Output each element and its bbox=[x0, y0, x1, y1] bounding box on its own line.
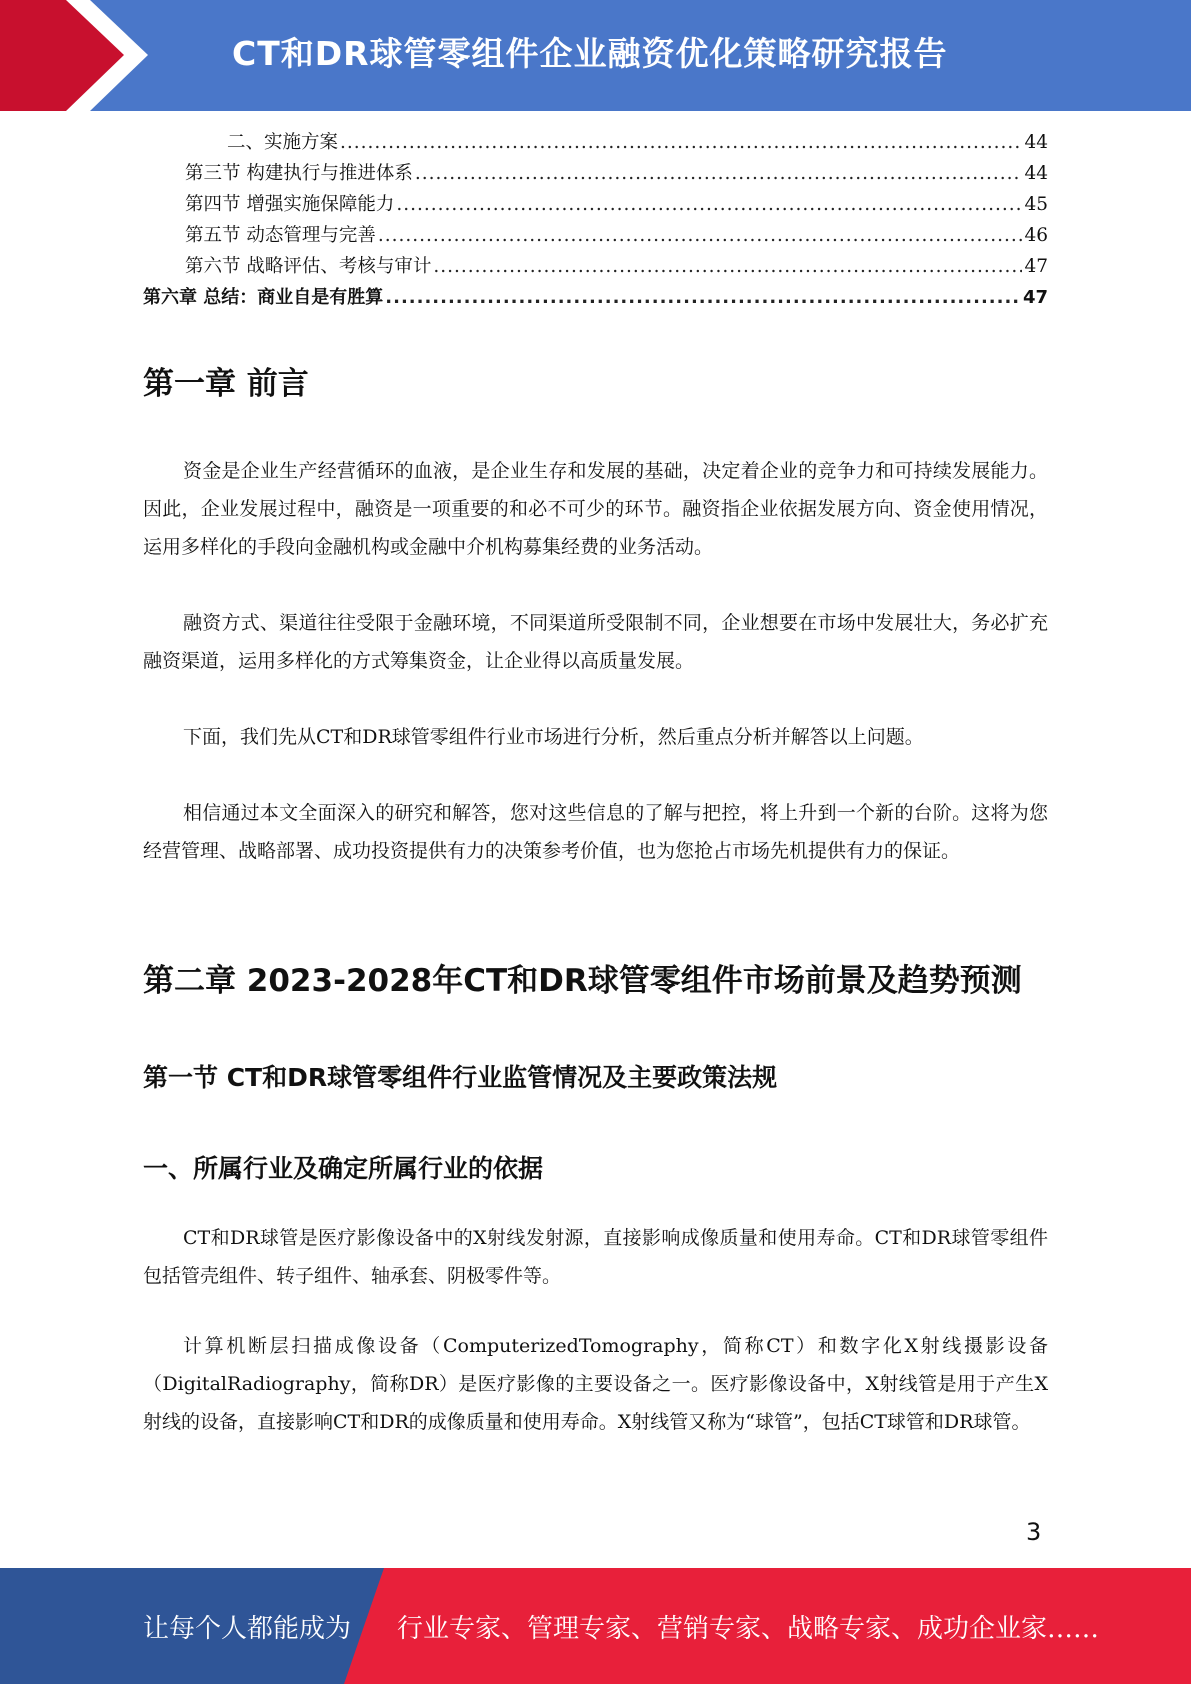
toc-entry-label: 二、实施方案 bbox=[227, 132, 339, 153]
toc-entry-label: 第六章 总结：商业自是有胜算 bbox=[143, 287, 384, 308]
toc-entry-page: 47 bbox=[1022, 287, 1048, 308]
page-footer bbox=[0, 1568, 1191, 1684]
toc-entry-page: 46 bbox=[1024, 225, 1048, 246]
toc-leader-dots bbox=[433, 256, 1022, 277]
chapter-1-paragraph-1: 资金是企业生产经营循环的血液，是企业生存和发展的基础，决定着企业的竞争力和可持续发展能力。因此，企业发展过程中，融资是一项重要的和必不可少的环节。融资指企业依据发展方向、资金使用情况，运用多样化的手段向金融机构或金融中介机构募集经费的业务活动。 bbox=[143, 460, 1048, 558]
toc-leader-dots bbox=[340, 132, 1022, 153]
subsection-1-heading: 一、所属行业及确定所属行业的依据 bbox=[143, 1154, 544, 1183]
toc-entry[interactable] bbox=[143, 128, 1048, 159]
toc-entry-label: 第三节 构建执行与推进体系 bbox=[185, 163, 413, 184]
toc-entry-label: 第六节 战略评估、考核与审计 bbox=[185, 256, 432, 277]
chapter-1-heading: 第一章 前言 bbox=[143, 366, 309, 402]
section-1-heading: 第一节 CT和DR球管零组件行业监管情况及主要政策法规 bbox=[143, 1063, 778, 1092]
toc-leader-dots bbox=[378, 225, 1023, 246]
toc-entry-chapter[interactable] bbox=[143, 283, 1048, 314]
toc-leader-dots bbox=[415, 163, 1023, 184]
table-of-contents bbox=[143, 128, 1048, 314]
toc-entry[interactable] bbox=[143, 159, 1048, 190]
toc-entry-page: 45 bbox=[1024, 194, 1048, 215]
footer-slogan-right: 行业专家、管理专家、营销专家、战略专家、成功企业家…… bbox=[397, 1614, 1100, 1644]
toc-entry-page: 47 bbox=[1024, 256, 1048, 277]
report-title: CT和DR球管零组件企业融资优化策略研究报告 bbox=[232, 34, 948, 73]
toc-entry[interactable] bbox=[143, 252, 1048, 283]
page-number: 3 bbox=[1026, 1518, 1042, 1546]
chapter-2-paragraph-1: CT和DR球管是医疗影像设备中的X射线发射源，直接影响成像质量和使用寿命。CT和DR球管零组件包括管壳组件、转子组件、轴承套、阴极零件等。 bbox=[143, 1227, 1048, 1287]
toc-entry[interactable] bbox=[143, 190, 1048, 221]
toc-leader-dots bbox=[396, 194, 1022, 215]
footer-slogan-left: 让每个人都能成为 bbox=[143, 1614, 352, 1644]
chapter-1-paragraph-2: 融资方式、渠道往往受限于金融环境，不同渠道所受限制不同，企业想要在市场中发展壮大，务必扩充融资渠道，运用多样化的方式筹集资金，让企业得以高质量发展。 bbox=[143, 612, 1048, 672]
toc-entry-page: 44 bbox=[1024, 132, 1048, 153]
toc-entry-page: 44 bbox=[1024, 163, 1048, 184]
toc-entry-label: 第五节 动态管理与完善 bbox=[185, 225, 376, 246]
chapter-1-paragraph-4: 相信通过本文全面深入的研究和解答，您对这些信息的了解与把控，将上升到一个新的台阶。这将为您经营管理、战略部署、成功投资提供有力的决策参考价值，也为您抢占市场先机提供有力的保证。 bbox=[143, 802, 1048, 862]
toc-leader-dots bbox=[385, 287, 1021, 308]
toc-entry-label: 第四节 增强实施保障能力 bbox=[185, 194, 395, 215]
chapter-2-paragraph-2: 计算机断层扫描成像设备（ComputerizedTomography，简称CT）和数字化X射线摄影设备（DigitalRadiography，简称DR）是医疗影像的主要设备之一。医疗影像设备中，X射线管是用于产生X射线的设备，直接影响CT和DR的成像质量和使用寿命。X射线管又称为“球管”，包括CT球管和DR球管。 bbox=[143, 1335, 1048, 1433]
chapter-1-paragraph-3: 下面，我们先从CT和DR球管零组件行业市场进行分析，然后重点分析并解答以上问题。 bbox=[183, 726, 924, 748]
toc-entry[interactable] bbox=[143, 221, 1048, 252]
page-header bbox=[0, 0, 1191, 111]
chapter-2-heading: 第二章 2023-2028年CT和DR球管零组件市场前景及趋势预测 bbox=[143, 963, 1022, 999]
